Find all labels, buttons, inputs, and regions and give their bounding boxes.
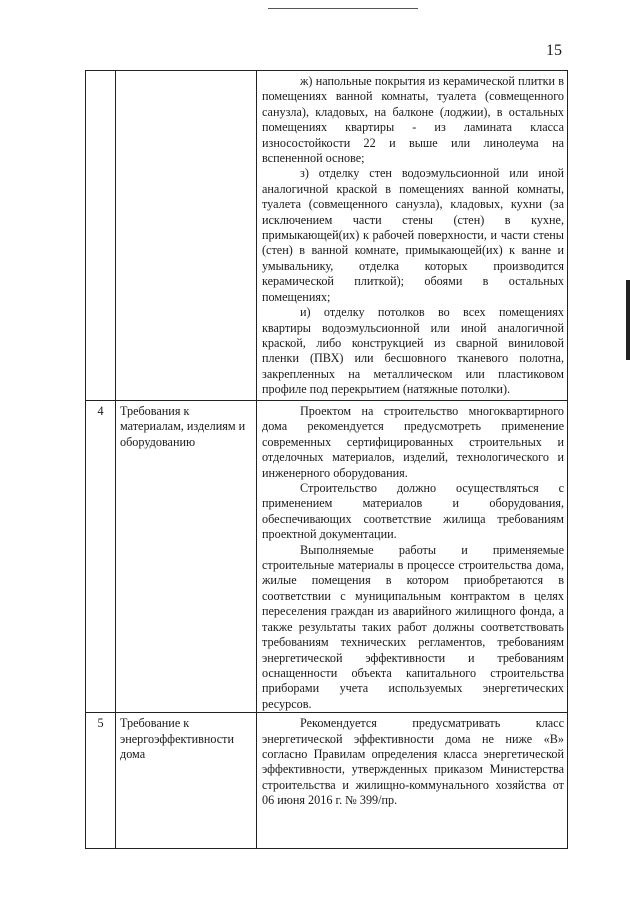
row-name: Требования к материалам, изделиям и оборудованию bbox=[120, 404, 246, 449]
row-name bbox=[116, 71, 256, 74]
paragraph: Проектом на строительство многоквартирного дома рекомендуется предусмотреть применение современных сертифицированных строительных и отделочных материалов, изделий, технологического и инженерного оборудования. bbox=[262, 404, 564, 480]
row-content-cell bbox=[257, 713, 568, 849]
table-row bbox=[86, 401, 568, 713]
row-number-cell bbox=[86, 401, 116, 713]
row-content-cell bbox=[257, 401, 568, 713]
table-row bbox=[86, 713, 568, 849]
row-number bbox=[86, 71, 115, 74]
row-name-cell bbox=[116, 713, 257, 849]
paragraph: Рекомендуется предусматривать класс энергетической эффективности дома не ниже «В» согласно Правилам определения класса энергетической эффективности, утвержденных приказом Министерства строительства и жилищно-коммунального хозяйства от 06 июня 2016 г. № 399/пр. bbox=[262, 716, 564, 808]
row-name-cell bbox=[116, 71, 257, 401]
row-name-cell bbox=[116, 401, 257, 713]
top-rule bbox=[268, 8, 418, 9]
paragraph: и) отделку потолков во всех помещениях квартиры водоэмульсионной или иной аналогичной краской, либо конструкцией из сварной виниловой пленки (ПВХ) или бесшовного тканевого полотна, закрепленных на металлическом или пластиковом профиле под перекрытием (натяжные потолки). bbox=[262, 305, 564, 397]
page-number: 15 bbox=[546, 42, 562, 59]
row-number: 5 bbox=[97, 716, 104, 731]
row-number: 4 bbox=[97, 404, 104, 418]
requirements-table bbox=[85, 70, 568, 849]
row-name: Требование к энергоэффективности дома bbox=[120, 716, 235, 761]
paragraph: Выполняемые работы и применяемые строительные материалы в процессе строительства дома, жилые помещения в котором приобретаются в соответствии с муниципальным контрактом в целях переселения граждан из аварийного жилищного фонда, а также результаты таких работ должны соответствовать требованиям технических регламентов, требованиям энергетической эффективности и требованиям оснащенности объекта капитального строительства приборами учета используемых энергетических ресурсов. bbox=[262, 542, 564, 711]
paragraph: з) отделку стен водоэмульсионной или иной аналогичной краской в помещениях ванной комнаты, туалета (совмещенного санузла), кладовых, кухни (за исключением части стены (стен) в кухне, примыкающей(их) к рабочей поверхности, и части стены (стен) в ванной комнате, примыкающей(их) к ванне и умывальнику, отделка которых производится керамической плиткой); обоями в остальных помещениях; bbox=[262, 166, 564, 304]
paragraph: Строительство должно осуществляться с применением материалов и оборудования, обеспечивающих соответствие жилища требованиям проектной документации. bbox=[262, 481, 564, 542]
paragraph: ж) напольные покрытия из керамической плитки в помещениях ванной комнаты, туалета (совмещенного санузла), кладовых, на балконе (лоджии), в остальных помещениях квартиры - из ламината класса износостойкости 22 и выше или линолеума на вспененной основе; bbox=[262, 74, 564, 166]
row-content-cell bbox=[257, 71, 568, 401]
row-number-cell bbox=[86, 71, 116, 401]
row-number-cell bbox=[86, 713, 116, 849]
table-row bbox=[86, 71, 568, 401]
scan-mark bbox=[626, 280, 630, 360]
